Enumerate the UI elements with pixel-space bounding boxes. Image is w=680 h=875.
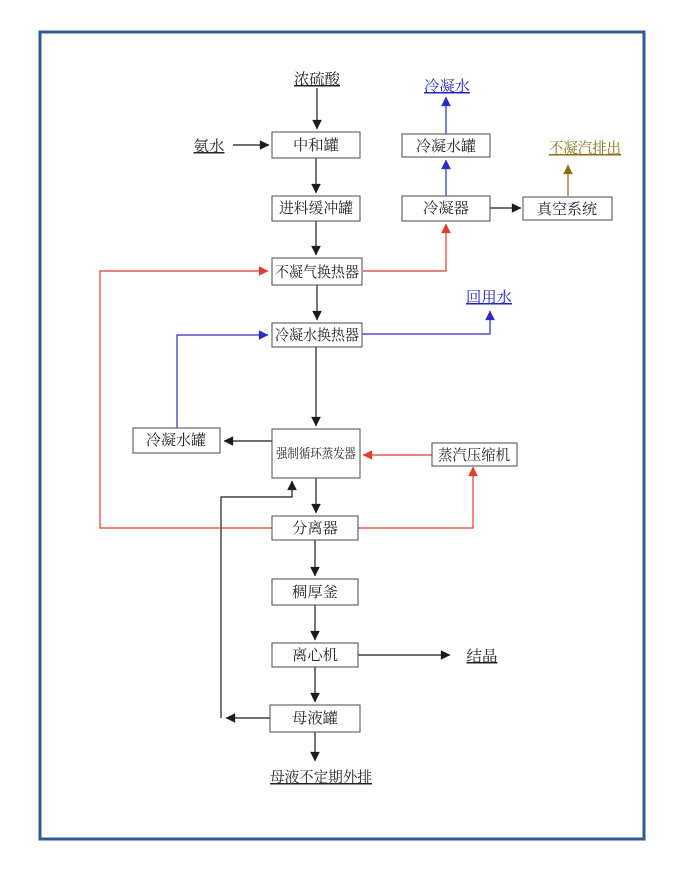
label-reuse-water: 回用水 — [466, 288, 512, 306]
node-condenser-label: 冷凝器 — [423, 199, 469, 217]
flow-separator-to-ncg-hx — [100, 271, 272, 528]
node-thickening-kettle-label: 稠厚釜 — [292, 583, 338, 601]
node-mother-liquor-tank — [270, 705, 360, 732]
node-mother-liquor-tank-label: 母液罐 — [292, 709, 338, 727]
label-concentrated-sulfuric-acid: 浓硫酸 — [294, 70, 342, 88]
label-ammonia-water: 氨水 — [193, 137, 225, 155]
label-crystal-out: 结晶 — [466, 647, 498, 665]
node-forced-circulation-evaporator — [272, 429, 368, 478]
node-condensate-tank-left-label: 冷凝水罐 — [146, 431, 206, 449]
node-condensate-tank-right — [402, 134, 490, 157]
node-forced-circulation-evaporator-label: 强制循环蒸发器 — [276, 447, 368, 462]
label-condensate-water-out: 冷凝水 — [424, 77, 470, 95]
node-separator — [272, 516, 358, 540]
flow-condensate-tank-to-cond-hx — [177, 335, 268, 428]
node-centrifuge-label: 离心机 — [292, 646, 338, 664]
node-neutralization-tank — [272, 132, 360, 158]
node-ncg-heat-exchanger-label: 不凝气换热器 — [275, 263, 359, 281]
label-ncg-discharge: 不凝汽排出 — [549, 139, 621, 157]
node-condensate-heat-exchanger — [272, 323, 362, 347]
node-neutralization-tank-label: 中和罐 — [293, 136, 339, 154]
node-condensate-tank-right-label: 冷凝水罐 — [416, 137, 476, 155]
flow-ncg-hx-to-condenser — [363, 224, 446, 271]
node-centrifuge — [272, 643, 358, 667]
flow-separator-to-compressor — [358, 467, 473, 528]
node-vacuum-system-label: 真空系统 — [537, 200, 597, 218]
node-vapor-compressor — [432, 443, 517, 466]
node-condenser — [402, 196, 490, 221]
node-separator-label: 分离器 — [292, 519, 338, 537]
node-ncg-heat-exchanger — [272, 258, 362, 285]
label-mother-liquor-discharge: 母液不定期外排 — [270, 768, 372, 786]
node-condensate-heat-exchanger-label: 冷凝水换热器 — [275, 326, 359, 344]
node-feed-buffer-tank — [272, 196, 360, 221]
node-condensate-tank-left — [133, 428, 220, 453]
flow-cond-hx-to-reuse-water — [362, 311, 490, 334]
node-feed-buffer-tank-label: 进料缓冲罐 — [279, 199, 353, 217]
node-thickening-kettle — [272, 579, 358, 605]
node-vapor-compressor-label: 蒸汽压缩机 — [438, 446, 510, 464]
node-vacuum-system — [523, 197, 612, 220]
